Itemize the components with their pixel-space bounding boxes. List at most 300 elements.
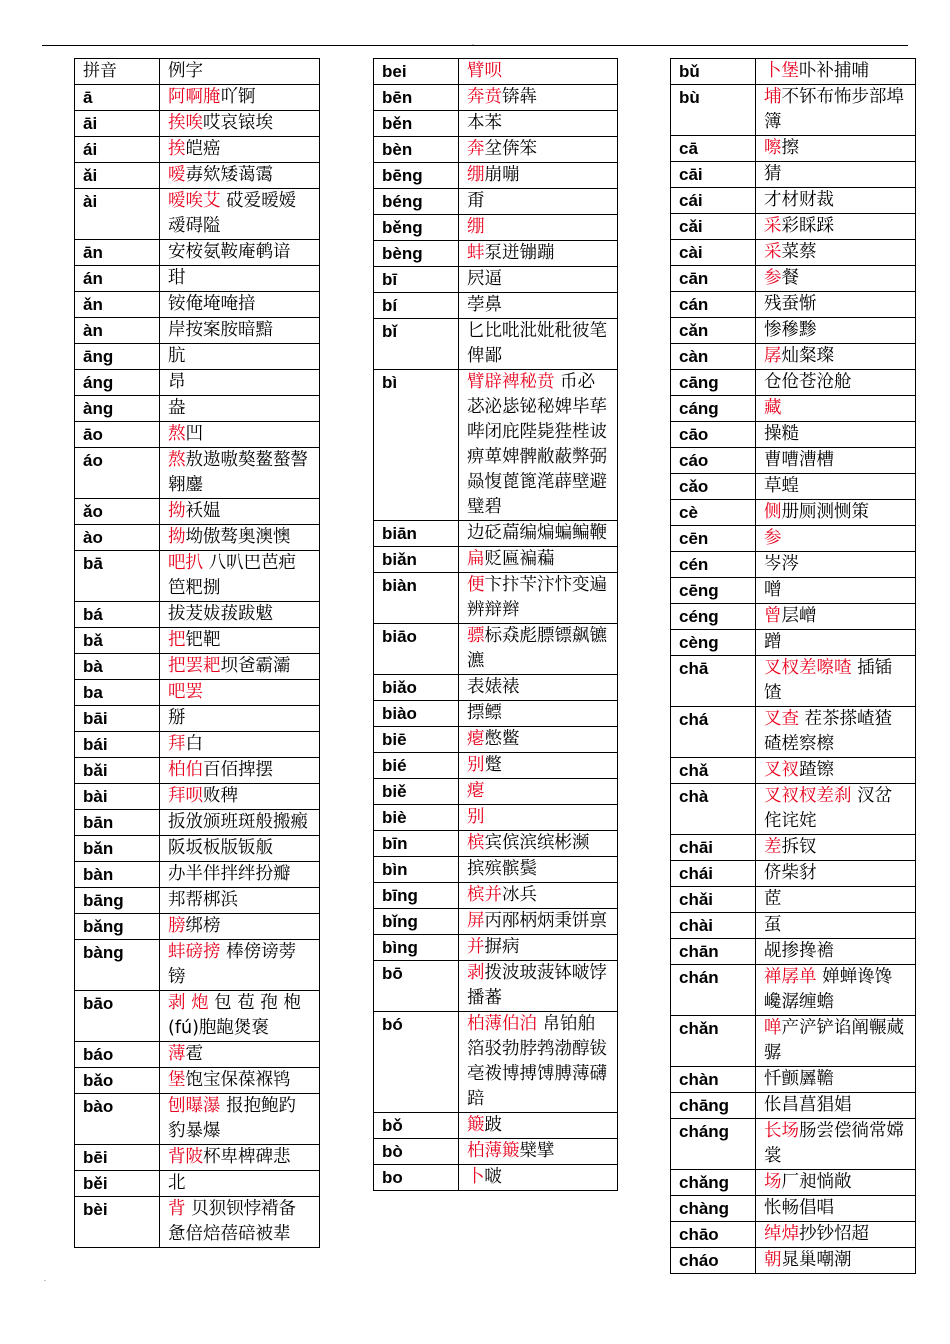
table-row	[374, 137, 618, 163]
example-chars: 币必苾泌毖铋秘婢毕荜哔闭庇陛毙狴梐诐痹萆婢髀敝蔽弊弼赑愎蓖篦滗薜壁避璧碧	[467, 372, 607, 517]
example-cell	[756, 59, 916, 85]
pinyin-cell: bǐ	[374, 319, 459, 370]
polyphone-chars: 长场	[764, 1121, 799, 1141]
example-chars: 噌	[764, 580, 782, 600]
example-cell	[459, 163, 618, 189]
example-cell	[160, 1145, 320, 1171]
polyphone-chars: 侧	[764, 502, 782, 522]
pinyin-cell: āi	[75, 111, 160, 137]
example-cell	[756, 913, 916, 939]
polyphone-chars: 槟	[467, 833, 485, 853]
bottom-mark: .	[44, 1276, 46, 1283]
polyphone-chars: 嗳	[168, 165, 186, 185]
example-cell	[459, 370, 618, 521]
table-row	[671, 59, 916, 85]
example-chars: 曹嘈漕槽	[764, 450, 834, 470]
pinyin-cell: bì	[374, 370, 459, 521]
example-cell	[756, 1067, 916, 1093]
example-cell	[756, 552, 916, 578]
polyphone-chars: 吧扒	[168, 553, 203, 573]
pinyin-cell: chǎng	[671, 1170, 756, 1196]
header-row	[75, 59, 320, 85]
example-cell	[160, 292, 320, 318]
pinyin-cell: bǎo	[75, 1068, 160, 1094]
table-row	[374, 85, 618, 111]
example-chars: 草蝗	[764, 476, 799, 496]
example-chars: 百佰捭摆	[203, 760, 273, 780]
table-row	[75, 914, 320, 940]
pinyin-cell: bǐng	[374, 909, 459, 935]
example-cell	[756, 85, 916, 136]
example-cell	[756, 422, 916, 448]
pinyin-cell: bàn	[75, 862, 160, 888]
polyphone-chars: 薄	[168, 1044, 186, 1064]
pinyin-cell: bī	[374, 267, 459, 293]
example-cell	[756, 396, 916, 422]
example-cell	[459, 909, 618, 935]
table-row	[671, 266, 916, 292]
example-chars: 邦帮梆浜	[168, 890, 238, 910]
polyphone-chars: 瘪	[467, 729, 485, 749]
example-chars: 灿粲璨	[781, 346, 834, 366]
example-chars: 边砭萹编煸蝙鳊鞭	[467, 523, 607, 543]
pinyin-cell: àn	[75, 318, 160, 344]
example-cell	[459, 753, 618, 779]
polyphone-chars: 堡	[168, 1070, 186, 1090]
pinyin-cell: bīng	[374, 883, 459, 909]
polyphone-chars: 嚓	[764, 138, 782, 158]
example-cell	[160, 448, 320, 499]
pinyin-cell: chāng	[671, 1093, 756, 1119]
example-cell	[756, 939, 916, 965]
header-pinyin: 拼音	[75, 59, 160, 85]
pinyin-cell: běng	[374, 215, 459, 241]
example-chars: 崩嘣	[484, 165, 520, 185]
table-row	[671, 448, 916, 474]
example-cell	[459, 961, 618, 1012]
table-row	[75, 758, 320, 784]
example-cell	[160, 602, 320, 628]
pinyin-cell: ā	[75, 85, 160, 111]
pinyin-table-1	[74, 58, 320, 1248]
pinyin-cell: bei	[374, 59, 459, 85]
example-chars: 八叭巴芭疤笆粑捌	[168, 553, 297, 598]
example-chars: 屄逼	[467, 269, 502, 289]
pinyin-cell: bò	[374, 1139, 459, 1165]
example-chars: 肠尝偿徜常嫦裳	[764, 1121, 904, 1166]
table-row	[75, 706, 320, 732]
example-chars: 仓伧苍沧舱	[764, 372, 852, 392]
example-chars: 帛铂舶箔驳勃脖鹁渤醇钹亳袯博搏馎膊薄礴踣	[467, 1014, 607, 1109]
pinyin-cell: bāi	[75, 706, 160, 732]
pinyin-cell: biǎn	[374, 547, 459, 573]
example-cell	[160, 318, 320, 344]
example-cell	[160, 1042, 320, 1068]
table-row	[671, 370, 916, 396]
example-chars: 茝	[764, 889, 782, 909]
example-cell	[756, 758, 916, 784]
example-cell	[756, 604, 916, 630]
table-row	[374, 961, 618, 1012]
table-row	[75, 396, 320, 422]
table-row	[374, 935, 618, 961]
example-chars: 哎哀锿埃	[203, 113, 273, 133]
pinyin-cell: āo	[75, 422, 160, 448]
polyphone-chars: 采	[764, 216, 782, 236]
example-cell	[756, 1222, 916, 1248]
table-row	[374, 215, 618, 241]
example-chars: 绑榜	[185, 916, 221, 936]
table-row	[75, 836, 320, 862]
example-cell	[160, 732, 320, 758]
example-cell	[756, 1119, 916, 1170]
table-row	[75, 370, 320, 396]
pinyin-cell: biě	[374, 779, 459, 805]
table-row	[671, 396, 916, 422]
pinyin-cell: chāi	[671, 835, 756, 861]
pinyin-cell: cháng	[671, 1119, 756, 1170]
pinyin-cell: cén	[671, 552, 756, 578]
polyphone-chars: 剥	[467, 963, 485, 983]
pinyin-cell: biē	[374, 727, 459, 753]
example-chars: 玵	[168, 268, 186, 288]
example-cell	[160, 370, 320, 396]
pinyin-cell: biǎo	[374, 675, 459, 701]
table-row	[671, 1067, 916, 1093]
example-cell	[160, 862, 320, 888]
example-chars: 晁巢嘲潮	[781, 1250, 852, 1270]
pinyin-cell: bìn	[374, 857, 459, 883]
example-cell	[756, 630, 916, 656]
table-row	[374, 319, 618, 370]
pinyin-cell: bēng	[374, 163, 459, 189]
table-row	[75, 240, 320, 266]
pinyin-cell: béng	[374, 189, 459, 215]
pinyin-cell: cǎo	[671, 474, 756, 500]
example-chars: 插锸馇	[764, 658, 893, 703]
example-chars: 本苯	[467, 113, 502, 133]
polyphone-chars: 藏	[764, 398, 782, 418]
polyphone-chars: 参	[764, 528, 782, 548]
pinyin-cell: bié	[374, 753, 459, 779]
example-cell	[756, 656, 916, 707]
example-cell	[160, 240, 320, 266]
table-row	[75, 628, 320, 654]
polyphone-chars: 叉查	[764, 709, 799, 729]
example-chars: 产浐铲谄阐冁蒇骣	[764, 1018, 904, 1063]
pinyin-cell: bàng	[75, 940, 160, 991]
example-chars: 擦	[781, 138, 799, 158]
polyphone-chars: 绷	[467, 217, 485, 237]
example-chars: 檗擘	[519, 1141, 555, 1161]
polyphone-chars: 拗	[168, 501, 186, 521]
pinyin-cell: cáo	[671, 448, 756, 474]
table-row	[75, 189, 320, 240]
table-row	[671, 500, 916, 526]
example-chars: 败稗	[203, 786, 238, 806]
example-chars: 层嶒	[781, 606, 817, 626]
polyphone-chars: 差	[764, 837, 782, 857]
table-row	[75, 344, 320, 370]
table-row	[671, 240, 916, 266]
example-cell	[459, 857, 618, 883]
example-chars: 啵	[484, 1167, 502, 1187]
table-row	[374, 1139, 618, 1165]
polyphone-chars: 场	[764, 1172, 782, 1192]
pinyin-cell: cǎi	[671, 214, 756, 240]
table-row	[671, 292, 916, 318]
polyphone-chars: 臂呗	[467, 61, 502, 81]
example-chars: 憋鳖	[484, 729, 520, 749]
example-chars: 摒病	[484, 937, 520, 957]
table-row	[671, 707, 916, 758]
pinyin-cell: ǎi	[75, 163, 160, 189]
example-chars: 摈殡髌鬓	[467, 859, 537, 879]
example-cell	[756, 474, 916, 500]
pinyin-cell: cā	[671, 136, 756, 162]
example-chars: 贬匾褊藊	[484, 549, 555, 569]
polyphone-chars: 挨	[168, 139, 186, 159]
example-chars: 蹅镲	[799, 760, 834, 780]
example-cell	[459, 831, 618, 857]
table-row	[374, 1113, 618, 1139]
pinyin-cell: cāo	[671, 422, 756, 448]
table-row	[75, 991, 320, 1042]
example-chars: 厂昶惝敞	[781, 1172, 852, 1192]
table-row	[671, 1196, 916, 1222]
table-row	[671, 578, 916, 604]
table-row	[671, 656, 916, 707]
polyphone-chars: 埔	[764, 87, 782, 107]
example-cell	[459, 883, 618, 909]
example-cell	[459, 779, 618, 805]
table-row	[374, 163, 618, 189]
example-cell	[459, 59, 618, 85]
polyphone-chars: 叉衩	[764, 760, 799, 780]
polyphone-chars: 叉杈差嚓喳	[764, 658, 852, 678]
example-cell	[756, 1093, 916, 1119]
example-cell	[459, 701, 618, 727]
example-cell	[756, 1016, 916, 1067]
example-chars: 侪柴豺	[764, 863, 817, 883]
table-row	[374, 883, 618, 909]
example-cell	[756, 240, 916, 266]
example-cell	[459, 521, 618, 547]
table-row	[75, 318, 320, 344]
pinyin-cell: ái	[75, 137, 160, 163]
example-chars: 皑癌	[185, 139, 221, 159]
polyphone-chars: 把	[168, 630, 186, 650]
example-cell	[160, 111, 320, 137]
pinyin-cell: chán	[671, 965, 756, 1016]
example-cell	[160, 189, 320, 240]
pinyin-cell: ān	[75, 240, 160, 266]
pinyin-cell: chā	[671, 656, 756, 707]
example-cell	[160, 784, 320, 810]
example-chars: 贝狈钡悖褙备惫倍焙蓓碚被辈	[168, 1199, 297, 1244]
example-chars: 表婊裱	[467, 677, 520, 697]
example-chars: 钯靶	[185, 630, 221, 650]
pinyin-cell: àng	[75, 396, 160, 422]
example-chars: 饱宝保葆褓鸨	[185, 1070, 291, 1090]
example-chars: 坳傲骜奥澳懊	[185, 527, 291, 547]
example-cell	[756, 370, 916, 396]
example-cell	[756, 1248, 916, 1274]
pinyin-cell: bìng	[374, 935, 459, 961]
example-cell	[459, 85, 618, 111]
example-cell	[756, 292, 916, 318]
polyphone-chars: 绷	[467, 165, 485, 185]
pinyin-cell: biāo	[374, 624, 459, 675]
polyphone-chars: 拜	[168, 734, 186, 754]
pinyin-cell: biè	[374, 805, 459, 831]
table-row	[75, 654, 320, 680]
pinyin-cell: cāng	[671, 370, 756, 396]
table-row	[75, 266, 320, 292]
example-cell	[459, 1139, 618, 1165]
table-row	[374, 909, 618, 935]
table-row	[374, 293, 618, 319]
example-chars: 肮	[168, 346, 186, 366]
table-row	[671, 835, 916, 861]
table-row	[671, 422, 916, 448]
pinyin-cell: chǎi	[671, 887, 756, 913]
polyphone-chars: 卜堡	[764, 61, 799, 81]
example-chars: 掰	[168, 708, 186, 728]
example-cell	[160, 85, 320, 111]
polyphone-chars: 把罢耙	[168, 656, 221, 676]
table-row	[75, 732, 320, 758]
example-chars: 昂	[168, 372, 186, 392]
example-cell	[160, 654, 320, 680]
example-chars: 惨穇黪	[764, 320, 817, 340]
example-chars: 棒傍谤蒡镑	[168, 942, 297, 987]
table-row	[671, 162, 916, 188]
pinyin-cell: bǎi	[75, 758, 160, 784]
polyphone-chars: 背陂	[168, 1147, 203, 1167]
pinyin-cell: cāi	[671, 162, 756, 188]
pinyin-cell: cèng	[671, 630, 756, 656]
pinyin-cell: bái	[75, 732, 160, 758]
table-row	[75, 1042, 320, 1068]
polyphone-chars: 吧罢	[168, 682, 203, 702]
table-row	[374, 1165, 618, 1191]
pinyin-cell: běn	[374, 111, 459, 137]
example-chars: 敖遨嗷獒鳌螯謷翱鏖	[168, 450, 308, 495]
polyphone-chars: 便	[467, 575, 485, 595]
example-chars: 砹爱暧嫒叆碍隘	[168, 191, 297, 236]
example-chars: 宾傧滨缤彬濒	[484, 833, 590, 853]
table-row	[75, 551, 320, 602]
pinyin-cell: bá	[75, 602, 160, 628]
table-row	[75, 1197, 320, 1248]
table-row	[75, 422, 320, 448]
polyphone-chars: 臂辟裨秘贲	[467, 372, 555, 392]
example-cell	[160, 1068, 320, 1094]
pinyin-cell: bāng	[75, 888, 160, 914]
table-row	[374, 241, 618, 267]
example-chars: 盎	[168, 398, 186, 418]
example-chars: 丙邴柄炳秉饼禀	[484, 911, 607, 931]
example-chars: 铵俺埯唵揞	[168, 294, 256, 314]
example-cell	[756, 784, 916, 835]
polyphone-chars: 膀	[168, 916, 186, 936]
pinyin-cell: cè	[671, 500, 756, 526]
pinyin-table-3	[670, 58, 916, 1274]
example-chars: 蹩	[484, 755, 502, 775]
top-rule	[42, 45, 908, 46]
example-cell	[160, 680, 320, 706]
table-row	[671, 630, 916, 656]
example-chars: 彩睬踩	[781, 216, 834, 236]
example-chars: 拆钗	[781, 837, 817, 857]
polyphone-chars: 蚌磅搒	[168, 942, 221, 962]
table-row	[671, 552, 916, 578]
example-chars: 雹	[185, 1044, 203, 1064]
example-cell	[459, 1012, 618, 1113]
example-cell	[459, 267, 618, 293]
pinyin-cell: chái	[671, 861, 756, 887]
example-chars: 扳攽颁班斑般搬瘢	[168, 812, 308, 832]
table-row	[671, 1093, 916, 1119]
table-row	[671, 887, 916, 913]
table-row	[671, 526, 916, 552]
pinyin-cell: bān	[75, 810, 160, 836]
example-cell	[459, 805, 618, 831]
pinyin-cell: áo	[75, 448, 160, 499]
example-cell	[160, 914, 320, 940]
example-chars: 吖锕	[220, 87, 256, 107]
pinyin-cell: chá	[671, 707, 756, 758]
polyphone-chars: 奔贲	[467, 87, 502, 107]
example-chars: 凹	[185, 424, 203, 444]
example-chars: 茬茶搽嵖猹碴槎察檫	[764, 709, 893, 754]
polyphone-chars: 背	[168, 1199, 186, 1219]
example-chars: 阪坂板版钣舨	[168, 838, 273, 858]
pinyin-cell: bǎn	[75, 836, 160, 862]
table-row	[75, 602, 320, 628]
pinyin-cell: biàn	[374, 573, 459, 624]
polyphone-chars: 簸	[467, 1115, 485, 1135]
example-chars: 婵蝉谗馋巉潺缠蟾	[764, 967, 893, 1012]
table-row	[374, 701, 618, 727]
example-chars: 虿	[764, 915, 782, 935]
example-cell	[756, 1196, 916, 1222]
table-row	[75, 1171, 320, 1197]
example-chars: 汊岔侘诧姹	[764, 786, 893, 831]
table-row	[374, 805, 618, 831]
pinyin-cell: chà	[671, 784, 756, 835]
example-cell	[160, 991, 320, 1042]
polyphone-chars: 并	[467, 937, 485, 957]
pinyin-cell: āng	[75, 344, 160, 370]
pinyin-cell: án	[75, 266, 160, 292]
example-cell	[160, 888, 320, 914]
example-cell	[459, 573, 618, 624]
example-cell	[160, 706, 320, 732]
table-row	[75, 1068, 320, 1094]
pinyin-cell: bǒ	[374, 1113, 459, 1139]
pinyin-cell: chàng	[671, 1196, 756, 1222]
table-row	[75, 680, 320, 706]
example-chars: 拨波玻菠钵啵饽播蕃	[467, 963, 607, 1008]
example-cell	[756, 887, 916, 913]
table-row	[671, 758, 916, 784]
polyphone-chars: 拗	[168, 527, 186, 547]
example-chars: 伥昌菖猖娼	[764, 1095, 852, 1115]
polyphone-chars: 卜	[467, 1167, 485, 1187]
table-row	[671, 1119, 916, 1170]
